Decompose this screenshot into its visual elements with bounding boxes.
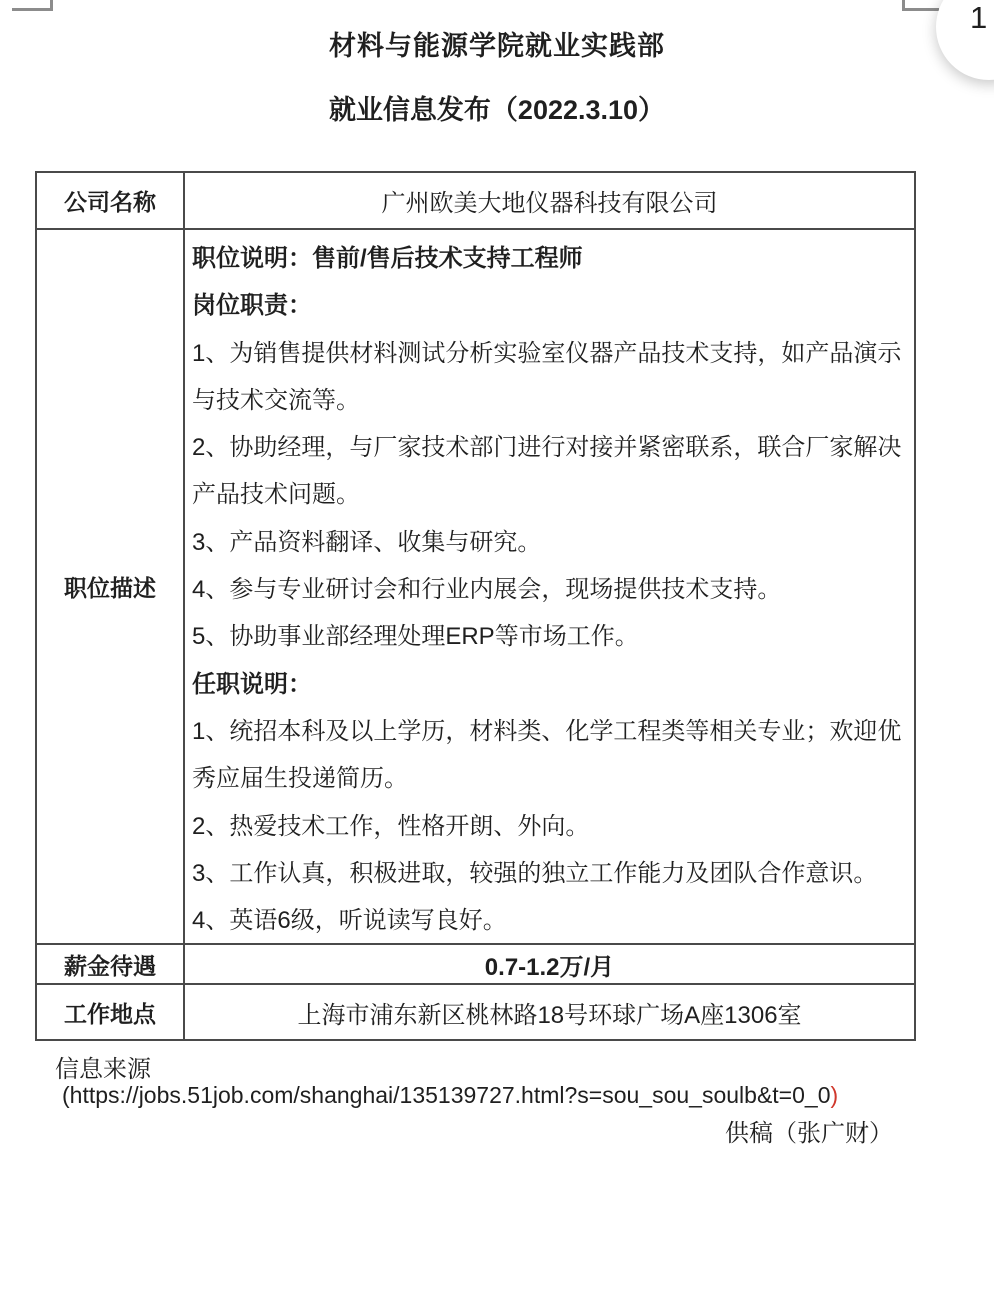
source-url-close-paren: ) (830, 1082, 839, 1108)
salary-label-cell: 薪金待遇 (37, 945, 185, 983)
description-line: 1、统招本科及以上学历，材料类、化学工程类等相关专业；欢迎优 (192, 717, 902, 745)
source-label: 信息来源 (55, 1056, 151, 1083)
job-info-table (35, 171, 916, 1041)
source-url-text: (https://jobs.51job.com/shanghai/135139727.html?s=sou_sou_soulb&t=0_0 (62, 1082, 831, 1108)
description-line: 任职说明： (192, 670, 312, 698)
table-row-salary (37, 943, 914, 983)
page-number: 1 (970, 0, 988, 35)
source-url (62, 1082, 838, 1109)
table-row-description (37, 228, 914, 943)
cropped-table-remnant-right (902, 0, 939, 11)
description-line: 2、协助经理，与厂家技术部门进行对接并紧密联系，联合厂家解决 (192, 434, 902, 462)
description-value-cell (185, 230, 914, 943)
location-label-cell: 工作地点 (37, 985, 185, 1039)
company-label-cell: 公司名称 (37, 173, 185, 228)
description-line: 秀应届生投递简历。 (192, 765, 408, 793)
description-line: 职位说明：售前/售后技术支持工程师 (192, 245, 583, 272)
description-line: 与技术交流等。 (192, 386, 360, 414)
contributor-credit: 供稿（张广财） (725, 1120, 893, 1147)
table-row-company (37, 173, 914, 228)
description-line: 5、协助事业部经理处理ERP等市场工作。 (192, 623, 639, 651)
table-row-location (37, 983, 914, 1039)
doc-title: 材料与能源学院就业实践部 (329, 31, 665, 61)
description-line: 3、产品资料翻译、收集与研究。 (192, 528, 542, 556)
description-line: 1、为销售提供材料测试分析实验室仪器产品技术支持，如产品演示 (192, 339, 902, 367)
description-line: 4、参与专业研讨会和行业内展会，现场提供技术支持。 (192, 576, 782, 604)
salary-value-cell: 0.7-1.2万/月 (484, 953, 615, 981)
description-line: 产品技术问题。 (192, 481, 360, 509)
description-line: 3、工作认真，积极进取，较强的独立工作能力及团队合作意识。 (192, 859, 878, 887)
company-value-cell: 广州欧美大地仪器科技有限公司 (381, 190, 718, 217)
description-label-cell: 职位描述 (37, 230, 185, 943)
description-line: 4、英语6级，听说读写良好。 (192, 907, 507, 935)
description-line: 岗位职责： (192, 292, 312, 320)
doc-subtitle: 就业信息发布（2022.3.10） (328, 95, 666, 125)
location-value-cell: 上海市浦东新区桃林路18号环球广场A座1306室 (297, 1001, 802, 1029)
description-line: 2、热爱技术工作，性格开朗、外向。 (192, 812, 590, 840)
cropped-table-remnant-left (12, 0, 53, 11)
